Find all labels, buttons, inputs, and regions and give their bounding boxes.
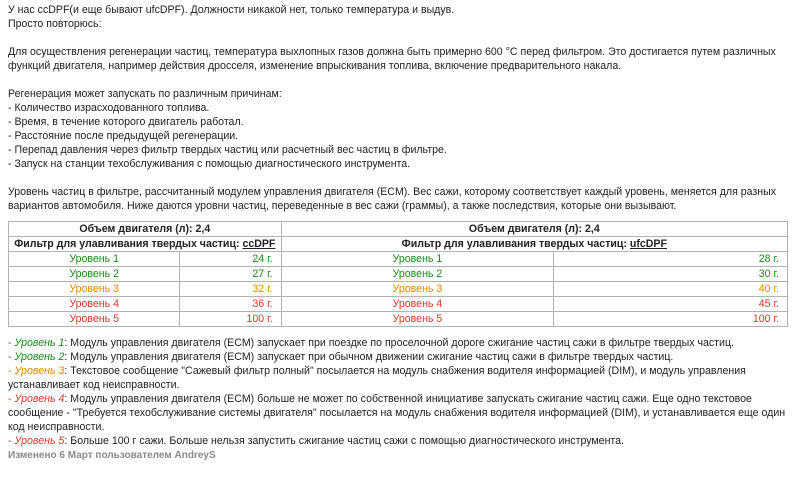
level-value: 30 г. — [554, 267, 788, 282]
level-value: 45 г. — [554, 297, 788, 312]
reasons-title: Регенерация может запускать по различным причинам: — [8, 88, 282, 100]
dpf-levels-table — [8, 221, 788, 327]
reason-item: - Количество израсходованного топлива. — [8, 102, 210, 114]
level-label: Уровень 5 — [9, 312, 180, 327]
level-value: 24 г. — [180, 252, 281, 267]
note-label: Уровень 3 — [14, 365, 65, 377]
table-row — [9, 267, 788, 282]
reason-item: - Перепад давления через фильтр твердых частиц или расчетный вес частиц в фильтре. — [8, 144, 447, 156]
note-label: Уровень 2 — [14, 351, 65, 363]
level-label: Уровень 1 — [281, 252, 554, 267]
right-filter-header: Фильтр для улавливания твердых частиц: ufcDPF — [281, 237, 787, 252]
table-row — [9, 312, 788, 327]
level-value: 36 г. — [180, 297, 281, 312]
note-label: Уровень 1 — [14, 337, 65, 349]
regeneration-paragraph: Для осуществления регенерации частиц, температура выхлопных газов должна быть примерно 600 °C перед фильтром. Это достигается путем различных функций двигателя, например действия дросселя, изменение впрыскивания топлива, включение предварительного накала. — [8, 46, 776, 72]
level-label: Уровень 5 — [281, 312, 554, 327]
note-item: - Уровень 4: Модуль управления двигателя (ECM) больше не может по собственной инициативе запускать сжигание частиц сажи. Еще одно текстовое сообщение - "Требуется техобслуживание системы двигателя" посылается на модуль снабжения водителя информацией (DIM), и устанавливается еще один код неисправности. — [8, 393, 786, 433]
level-value: 40 г. — [554, 282, 788, 297]
level-value: 28 г. — [554, 252, 788, 267]
level-value: 100 г. — [180, 312, 281, 327]
intro-line-2: Просто повторюсь: — [8, 18, 102, 30]
left-engine-header: Объем двигателя (л): 2,4 — [9, 222, 282, 237]
level-label: Уровень 4 — [281, 297, 554, 312]
note-item: - Уровень 5: Больше 100 г сажи. Больше нельзя запустить сжигание частиц сажи с помощью диагностического инструмента. — [8, 435, 624, 447]
reason-item: - Время, в течение которого двигатель работал. — [8, 116, 244, 128]
particle-level-paragraph: Уровень частиц в фильтре, рассчитанный модулем управления двигателя (ECM). Вес сажи, которому соответствует каждый уровень, меняется для разных вариантов автомобиля. Ниже даются уровни частиц, переведенные в вес сажи (граммы), а также последствия, которые они вызывают. — [8, 186, 777, 212]
table-row — [9, 282, 788, 297]
level-value: 32 г. — [180, 282, 281, 297]
filter-type: ufcDPF — [629, 238, 667, 250]
level-label: Уровень 3 — [9, 282, 180, 297]
note-label: Уровень 5 — [14, 435, 65, 447]
table-row — [9, 297, 788, 312]
note-item: - Уровень 1: Модуль управления двигателя (ECM) запускает при поездке по проселочной дороге сжигание частиц сажи в фильтре твердых частиц. — [8, 337, 734, 349]
level-label: Уровень 2 — [281, 267, 554, 282]
filter-type: ccDPF — [242, 238, 276, 250]
level-value: 27 г. — [180, 267, 281, 282]
intro-line-1: У нас ccDPF(и еще бывают ufcDPF). Должности никакой нет, только температура и выдув. — [8, 4, 455, 16]
edited-by-note: Изменено 6 Март пользователем AndreyS — [8, 450, 216, 461]
level-label: Уровень 3 — [281, 282, 554, 297]
left-filter-header: Фильтр для улавливания твердых частиц: ccDPF — [9, 237, 282, 252]
table-row — [9, 252, 788, 267]
reason-item: - Запуск на станции техобслуживания с помощью диагностического инструмента. — [8, 158, 411, 170]
level-label: Уровень 2 — [9, 267, 180, 282]
note-item: - Уровень 3: Текстовое сообщение "Сажевый фильтр полный" посылается на модуль снабжения водителя информацией (DIM), и модуль управления устанавливает код неисправности. — [8, 365, 746, 391]
note-label: Уровень 4 — [14, 393, 65, 405]
right-engine-header: Объем двигателя (л): 2,4 — [281, 222, 787, 237]
level-value: 100 г. — [554, 312, 788, 327]
reason-item: - Расстояние после предыдущей регенерации. — [8, 130, 239, 142]
level-notes — [8, 336, 792, 448]
level-label: Уровень 1 — [9, 252, 180, 267]
level-label: Уровень 4 — [9, 297, 180, 312]
note-item: - Уровень 2: Модуль управления двигателя (ECM) запускает при обычном движении сжигание частиц сажи в фильтре твердых частиц. — [8, 351, 674, 363]
